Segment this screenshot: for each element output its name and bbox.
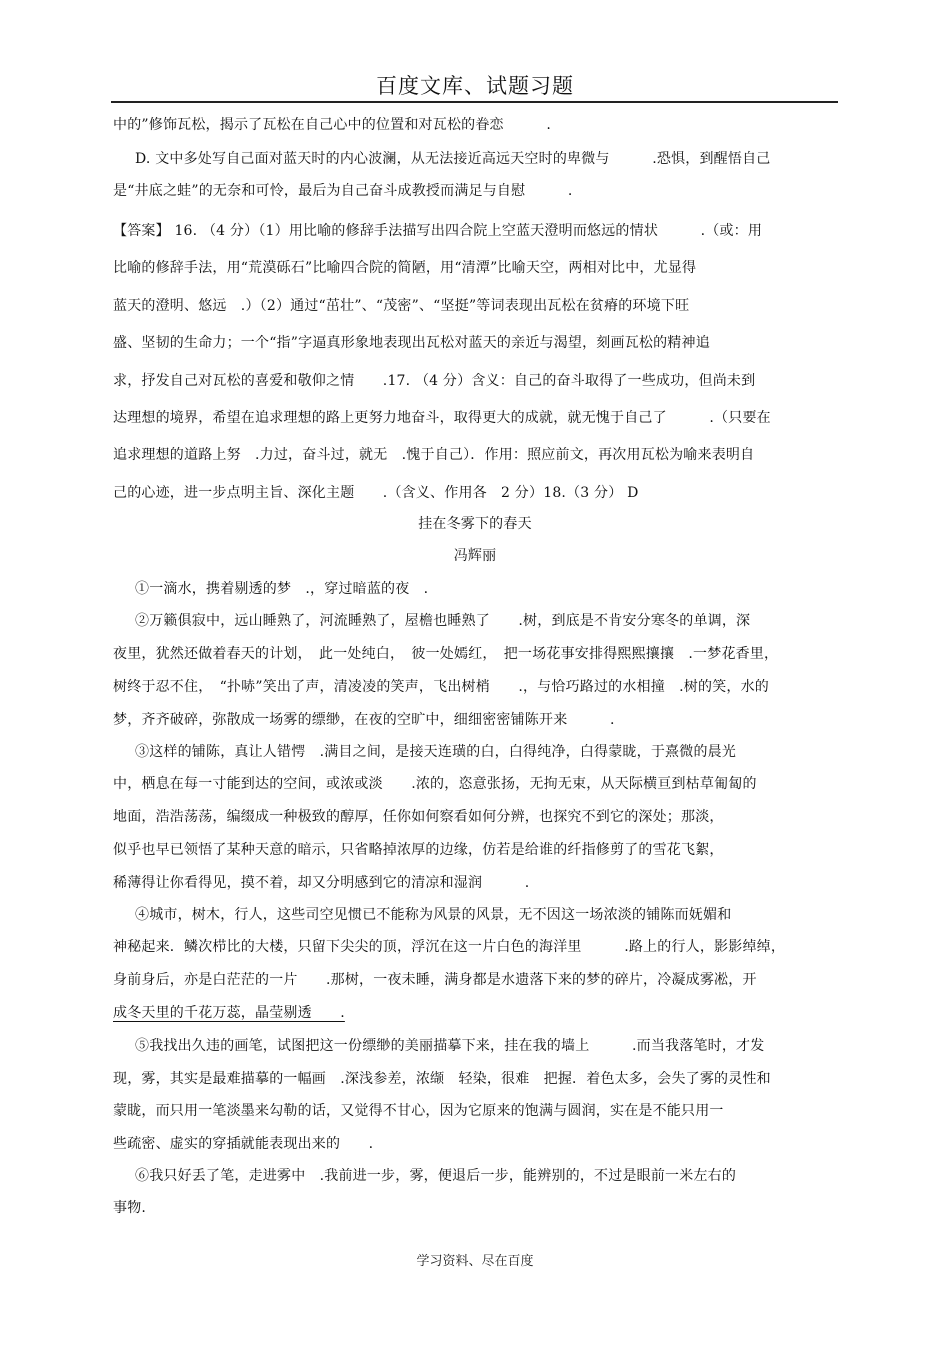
text-line: 【答案】 16. （4 分）（1）用比喻的修辞手法描写出四合院上空蓝天澄明而悠远的情状 .（或：用 <box>113 223 763 239</box>
text-line: 梦，齐齐破碎，弥散成一场雾的缥缈，在夜的空旷中，细细密密铺陈开来 . <box>113 712 615 728</box>
text-line: 稀薄得让你看得见，摸不着，却又分明感到它的清凉和湿润 . <box>113 875 530 891</box>
text-line: 蓝天的澄明、悠远 .）（2）通过“茁壮”、“茂密”、“坚挺”等词表现出瓦松在贫瘠的环境下旺 <box>113 298 690 314</box>
text-line: ⑥我只好丢了笔，走进雾中 .我前进一步，雾，便退后一步，能辨别的，不过是眼前一米左右的 <box>135 1168 737 1184</box>
text-line: 夜里，犹然还做着春天的计划， 此一处纯白， 彼一处嫣红， 把一场花事安排得熙熙攘攘 .一梦花香里， <box>113 646 779 662</box>
text-line: 神秘起来．鳞次栉比的大楼，只留下尖尖的顶，浮沉在这一片白色的海洋里 .路上的行人，影影绰绰， <box>113 939 786 955</box>
page-footer: 学习资料、尽在百度 <box>416 1254 534 1269</box>
text-line: 蒙眬，而只用一笔淡墨来勾勒的话，又觉得不甘心，因为它原来的饱满与圆润，实在是不能只用一 <box>113 1103 724 1119</box>
text-line: ①一滴水，携着剔透的梦 .，穿过暗蓝的夜 . <box>135 581 429 597</box>
text-line: 比喻的修辞手法，用“荒漠砾石”比喻四合院的简陋，用“清潭”比喻天空，两相对比中，尤显得 <box>113 260 697 276</box>
text-line: 盛、坚韧的生命力；一个“指”字逼真形象地表现出瓦松对蓝天的亲近与渴望，刻画瓦松的精神追 <box>113 335 710 351</box>
article-title: 挂在冬雾下的春天 <box>418 516 532 532</box>
text-line: 中的”修饰瓦松，揭示了瓦松在自己心中的位置和对瓦松的眷恋 . <box>113 117 552 133</box>
title-divider <box>111 101 838 103</box>
text-line: 己的心迹，进一步点明主旨、深化主题 .（含义、作用各 2 分）18.（3 分） D <box>113 485 639 501</box>
text-line: ⑤我找出久违的画笔，试图把这一份缥缈的美丽描摹下来，挂在我的墙上 .而当我落笔时，才发 <box>135 1038 765 1054</box>
text-line: 成冬天里的千花万蕊，晶莹剔透 . <box>113 1005 345 1021</box>
article-author: 冯辉丽 <box>453 548 497 564</box>
text-line: ④城市，树木，行人，这些司空见惯已不能称为风景的风景，无不因这一场浓淡的铺陈而妩媚和 <box>135 907 732 923</box>
page-title: 百度文库、试题习题 <box>376 74 574 98</box>
text-line: 是“井底之蛙”的无奈和可怜，最后为自己奋斗成教授而满足与自慰 . <box>113 183 573 199</box>
text-line: 似乎也早已领悟了某种天意的暗示，只省略掉浓厚的边缘，仿若是给谁的纤指修剪了的雪花飞絮， <box>113 842 724 858</box>
text-line: 事物. <box>113 1200 147 1216</box>
text-line: 追求理想的道路上努 .力过，奋斗过，就无 .愧于自己）．作用：照应前文，再次用瓦松为喻来表明自 <box>113 447 755 463</box>
text-line: ②万籁俱寂中，远山睡熟了，河流睡熟了，屋檐也睡熟了 .树，到底是不肯安分寒冬的单调，深 <box>135 613 751 629</box>
text-line: 求，抒发自己对瓦松的喜爱和敬仰之情 .17. （4 分）含义：自己的奋斗取得了一些成功，但尚未到 <box>113 373 756 389</box>
text-line: 达理想的境界，希望在追求理想的路上更努力地奋斗，取得更大的成就，就无愧于自己了 .（只要在 <box>113 410 771 426</box>
text-line: ③这样的铺陈，真让人错愕 .满目之间，是接天连璜的白，白得纯净，白得蒙眬，于熹微的晨光 <box>135 744 737 760</box>
text-line: 些疏密、虚实的穿插就能表现出来的 . <box>113 1136 374 1152</box>
text-line: D. 文中多处写自己面对蓝天时的内心波澜，从无法接近高远天空时的卑微与 .恐惧，到醒悟自己 <box>135 151 771 167</box>
text-line: 现，雾，其实是最难描摹的一幅画 .深浅参差，浓缬 轻染，很难 把握．着色太多，会失了雾的灵性和 <box>113 1071 771 1087</box>
text-line: 树终于忍不住， “扑哧”笑出了声，清凌凌的笑声，飞出树梢 .，与恰巧路过的水相撞 .树的笑，水的 <box>113 679 770 695</box>
text-line: 地面，浩浩荡荡，编缀成一种极致的醇厚，任你如何察看如何分辨，也探究不到它的深处；那淡， <box>113 809 724 825</box>
text-line: 身前身后，亦是白茫茫的一片 .那树，一夜未睡，满身都是水遗落下来的梦的碎片，冷凝成雾凇，开 <box>113 972 757 988</box>
text-line: 中，栖息在每一寸能到达的空间，或浓或淡 .浓的，恣意张扬，无拘无束，从天际横亘到枯草匍匐的 <box>113 776 757 792</box>
